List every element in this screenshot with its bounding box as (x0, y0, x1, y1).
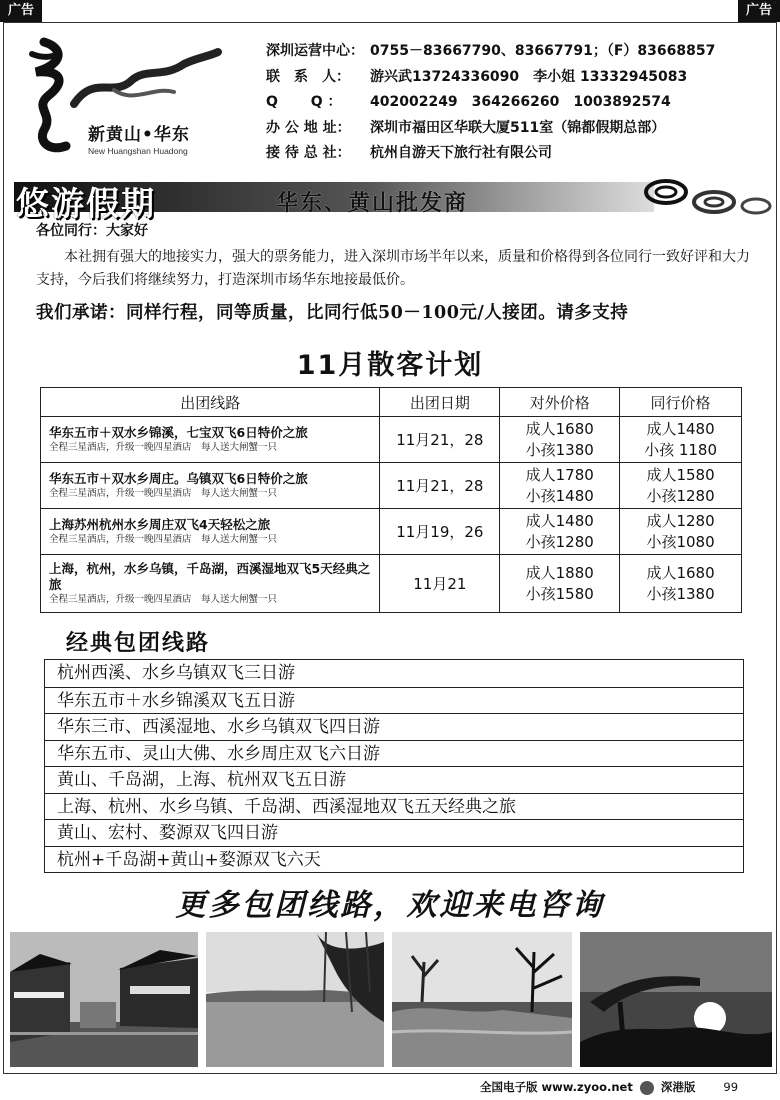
contact-row (266, 66, 766, 92)
footer-edition: 深港版 (660, 1080, 696, 1094)
child-price: 小孩1280 (646, 486, 715, 505)
page-number: 99 (723, 1080, 739, 1094)
route-name: 华东五市＋双水乡锦溪，七宝双飞6日特价之旅 (49, 424, 308, 440)
adult-price: 成人1680 (525, 419, 594, 438)
ad-label-right: 广告 (738, 0, 780, 22)
contact-value: 深圳市福田区华联大厦511室（锦都假期总部） (370, 119, 666, 136)
retail-price-cell (500, 555, 620, 613)
column-header-route: 出团线路 (41, 388, 380, 417)
water-town-photo (10, 932, 198, 1067)
contact-label: Q Q ： (266, 94, 342, 110)
date-cell: 11月19，26 (380, 509, 500, 555)
trade-price-cell (620, 509, 742, 555)
adult-price: 成人1580 (646, 465, 715, 484)
table-row (41, 463, 742, 509)
footer (480, 1079, 738, 1095)
route-name: 上海，杭州，水乡乌镇，千岛湖，西溪湿地双飞5天经典之旅 (49, 560, 371, 592)
table-row (41, 555, 742, 613)
trade-price-cell (620, 417, 742, 463)
adult-price: 成人1480 (646, 419, 715, 438)
child-price: 小孩1080 (646, 532, 715, 551)
edition-badge-icon (640, 1081, 654, 1095)
logo-english-text: New Huangshan Huadong (88, 146, 188, 156)
child-price: 小孩1380 (646, 584, 715, 603)
route-cell (41, 509, 380, 555)
list-item: 上海、杭州、水乡乌镇、千岛湖、西溪湿地双飞五天经典之旅 (45, 793, 743, 820)
greeting-text: 各位同行：大家好 (36, 223, 148, 239)
table-row (41, 417, 742, 463)
route-cell (41, 555, 380, 613)
contact-value: 游兴武13724336090 李小姐 13332945083 (370, 68, 688, 85)
banner-title: 悠游假期 (16, 184, 156, 223)
list-item: 华东五市＋水乡锦溪双飞五日游 (45, 687, 743, 714)
contact-label: 接 待 总 社： (266, 145, 351, 161)
list-item: 黄山、千岛湖，上海、杭州双飞五日游 (45, 766, 743, 793)
contact-row (266, 142, 766, 168)
more-routes-callout: 更多包团线路，欢迎来电咨询 (175, 888, 605, 923)
retail-price-cell (500, 509, 620, 555)
date-cell: 11月21 (380, 555, 500, 613)
route-cell (41, 463, 380, 509)
contact-row (266, 40, 766, 66)
adult-price: 成人1680 (646, 563, 715, 582)
adult-price: 成人1780 (525, 465, 594, 484)
child-price: 小孩1380 (525, 440, 594, 459)
group-routes-list (44, 659, 744, 873)
contact-value: 0755－83667790、83667791；（F）83668857 (370, 43, 716, 59)
route-note: 全程三星酒店，升级一晚四星酒店 每人送大闸蟹一只 (49, 533, 278, 545)
child-price: 小孩1480 (525, 486, 594, 505)
plan-title: 11月散客计划 (296, 350, 484, 381)
list-item: 华东三市、西溪湿地、水乡乌镇双飞四日游 (45, 713, 743, 740)
route-cell (41, 417, 380, 463)
column-header-date: 出团日期 (380, 388, 500, 417)
photo-strip (10, 932, 772, 1067)
column-header-trade-price: 同行价格 (620, 388, 742, 417)
list-item: 杭州+千岛湖+黄山+婺源双飞六天 (45, 846, 743, 873)
group-routes-title: 经典包团线路 (66, 631, 211, 656)
logo-chinese-text: 新黄山•华东 (88, 125, 190, 145)
table-row (41, 509, 742, 555)
adult-price: 成人1280 (646, 511, 715, 530)
mountain-sunrise-photo (580, 932, 772, 1067)
retail-price-cell (500, 417, 620, 463)
list-item: 杭州西溪、水乡乌镇双飞三日游 (57, 663, 295, 683)
route-note: 全程三星酒店，升级一晚四星酒店 每人送大闸蟹一只 (49, 487, 278, 499)
adult-price: 成人1480 (525, 511, 594, 530)
route-note: 全程三星酒店，升级一晚四星酒店 每人送大闸蟹一只 (49, 593, 278, 605)
banner-subtitle: 华东、黄山批发商 (276, 190, 469, 216)
intro-paragraph: 本社拥有强大的地接实力，强大的票务能力，进入深圳市场半年以来，质量和价格得到各位同行一致好评和大力支持，今后我们将继续努力，打造深圳市场华东地接最低价。 (36, 249, 750, 288)
contact-label: 深圳运营中心： (266, 43, 364, 59)
adult-price: 成人1880 (525, 563, 594, 582)
lake-photo (206, 932, 384, 1067)
brand-banner (14, 178, 774, 223)
date-cell: 11月21，28 (380, 417, 500, 463)
promise-text: 我们承诺：同样行程，同等质量，比同行低50－100元/人接团。请多支持 (36, 303, 629, 323)
date-cell: 11月21，28 (380, 463, 500, 509)
retail-price-cell (500, 463, 620, 509)
contact-value: 402002249 364266260 1003892574 (370, 94, 671, 110)
route-name: 华东五市＋双水乡周庄。乌镇双飞6日特价之旅 (49, 470, 308, 486)
column-header-retail-price: 对外价格 (500, 388, 620, 417)
list-item: 黄山、宏村、婺源双飞四日游 (45, 819, 743, 846)
company-logo (14, 34, 224, 164)
contact-row (266, 91, 766, 117)
child-price: 小孩1280 (525, 532, 594, 551)
child-price: 小孩1580 (525, 584, 594, 603)
route-name: 上海苏州杭州水乡周庄双飞4天轻松之旅 (49, 516, 271, 532)
contact-label: 办 公 地 址： (266, 119, 351, 136)
trade-price-cell (620, 555, 742, 613)
wetland-photo (392, 932, 572, 1067)
child-price: 小孩 1180 (644, 440, 718, 459)
ad-label-left: 广告 (0, 0, 42, 22)
tour-plan-table (40, 387, 742, 613)
contact-row (266, 117, 766, 143)
contact-value: 杭州自游天下旅行社有限公司 (370, 145, 552, 161)
route-note: 全程三星酒店，升级一晚四星酒店 每人送大闸蟹一只 (49, 441, 278, 453)
list-item: 华东五市、灵山大佛、水乡周庄双飞六日游 (45, 740, 743, 767)
contact-label: 联 系 人： (266, 68, 350, 85)
contact-block (266, 40, 766, 168)
footer-site: 全国电子版 www.zyoo.net (480, 1080, 633, 1094)
table-header-row (41, 388, 742, 417)
trade-price-cell (620, 463, 742, 509)
swirl-decoration-icon (642, 178, 774, 216)
